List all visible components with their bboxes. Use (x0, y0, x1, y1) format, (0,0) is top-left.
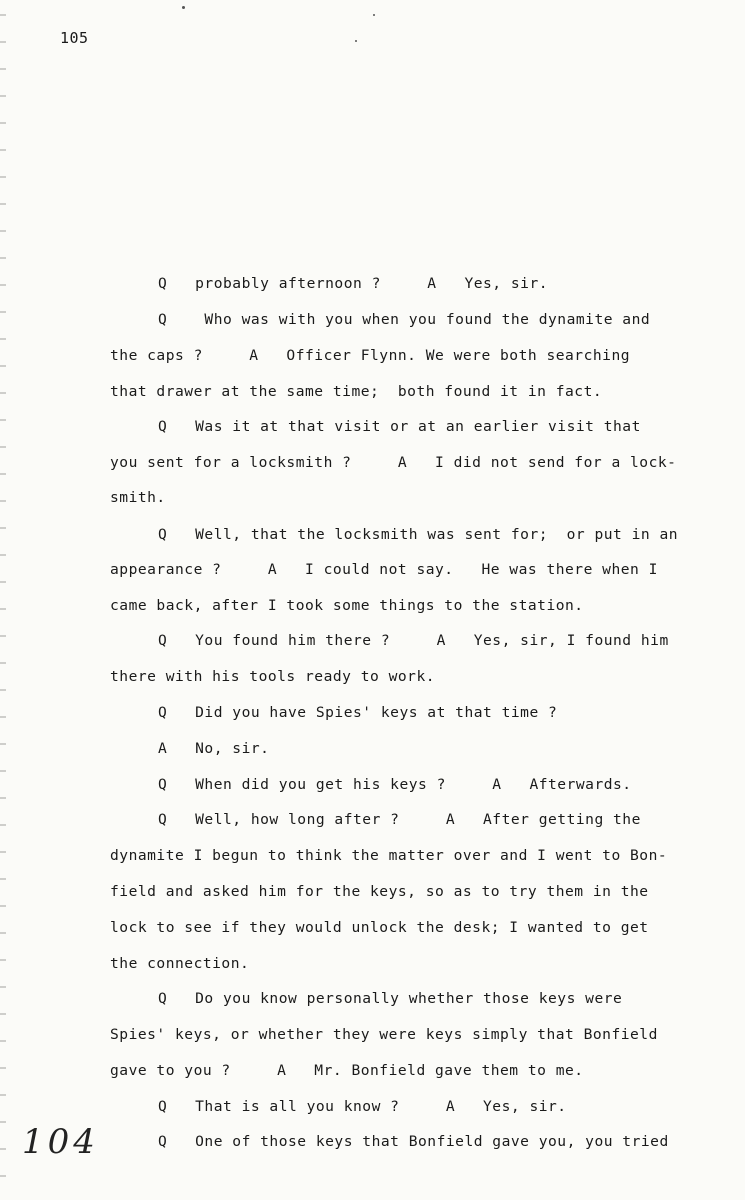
text-line: you sent for a locksmith ? A I did not send for a lock- (110, 454, 677, 471)
text-line: field and asked him for the keys, so as to try them in the (110, 883, 649, 900)
text-line: Q That is all you know ? A Yes, sir. (158, 1098, 567, 1115)
scan-speck (373, 14, 375, 16)
text-line: Q One of those keys that Bonfield gave you, you tried (158, 1133, 669, 1150)
text-line: the caps ? A Officer Flynn. We were both searching (110, 347, 631, 364)
page-number: 105 (60, 29, 89, 47)
text-line: came back, after I took some things to the station. (110, 597, 584, 614)
text-line: Q When did you get his keys ? A Afterwards. (158, 776, 632, 793)
text-line: Q Well, that the locksmith was sent for; or put in an (158, 526, 679, 543)
text-line: Spies' keys, or whether they were keys simply that Bonfield (110, 1026, 658, 1043)
text-line: that drawer at the same time; both found it in fact. (110, 383, 603, 400)
text-line: Q Did you have Spies' keys at that time ? (158, 704, 558, 721)
text-line: dynamite I begun to think the matter over and I went to Bon- (110, 847, 668, 864)
text-line: there with his tools ready to work. (110, 668, 436, 685)
text-line: Q Do you know personally whether those keys were (158, 990, 623, 1007)
text-line: gave to you ? A Mr. Bonfield gave them to me. (110, 1062, 584, 1079)
text-line: Q Well, how long after ? A After getting the (158, 811, 641, 828)
text-line: the connection. (110, 955, 250, 972)
text-line: lock to see if they would unlock the desk; I wanted to get (110, 919, 649, 936)
scan-edge-artifact (0, 0, 6, 1200)
handwritten-margin-number: 104 (22, 1122, 99, 1162)
text-line: appearance ? A I could not say. He was there when I (110, 561, 658, 578)
scan-speck (182, 6, 185, 9)
text-line: smith. (110, 489, 166, 506)
text-line: Q You found him there ? A Yes, sir, I found him (158, 632, 669, 649)
text-line: Q Was it at that visit or at an earlier visit that (158, 418, 641, 435)
scan-speck (355, 40, 357, 42)
text-line: A No, sir. (158, 740, 270, 757)
text-line: Q probably afternoon ? A Yes, sir. (158, 275, 549, 292)
text-line: Q Who was with you when you found the dynamite and (158, 311, 651, 328)
